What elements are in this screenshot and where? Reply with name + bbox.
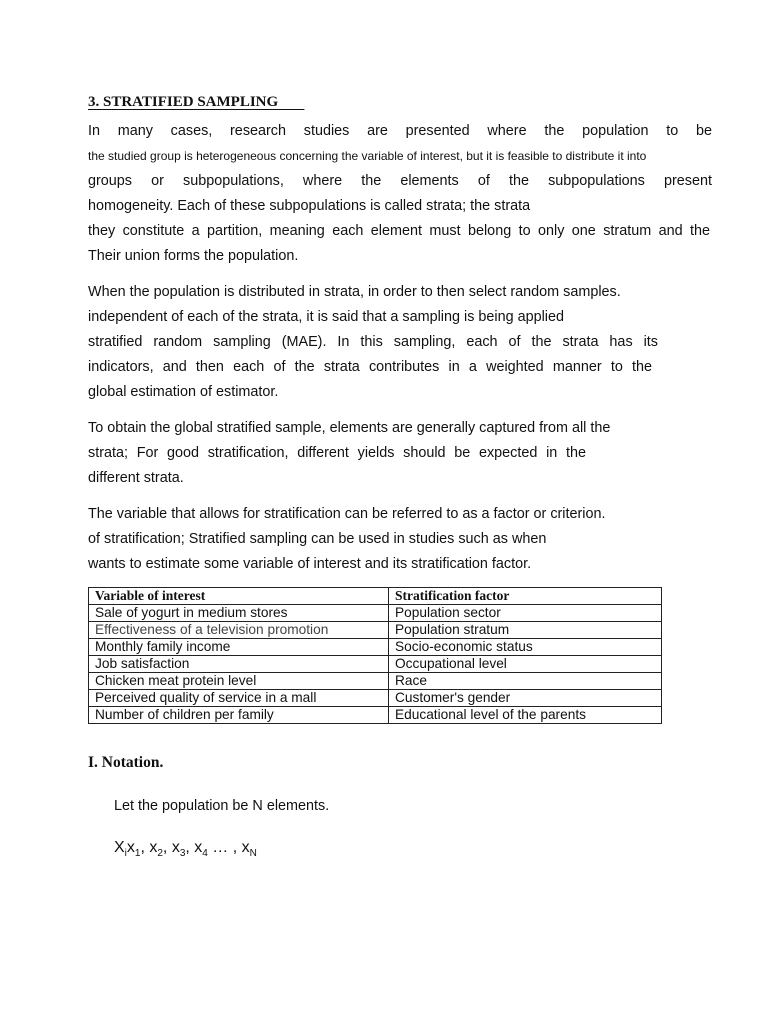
formula-sub-2: 2 <box>157 848 163 860</box>
intro-line-1: In many cases, research studies are presented where the population to be <box>88 123 712 139</box>
table-cell-factor: Occupational level <box>389 656 662 673</box>
intro-line-2: the studied group is heterogeneous concerning the variable of interest, but it is feasible to distribute it into <box>88 149 647 163</box>
table-cell-variable: Number of children per family <box>89 707 389 724</box>
table-row <box>89 622 662 639</box>
stratification-factor-paragraph <box>88 502 712 577</box>
table-cell-variable: Monthly family income <box>89 639 389 656</box>
formula-sep: , <box>162 839 172 856</box>
strata-line-5: global estimation of estimator. <box>88 384 279 400</box>
table-row <box>89 605 662 622</box>
global-line-2: strata; For good stratification, different yields should be expected in the <box>88 445 586 461</box>
table-cell-factor: Population stratum <box>389 622 662 639</box>
formula-prefix: X <box>114 839 125 856</box>
table-cell-variable: Effectiveness of a television promotion <box>89 622 389 639</box>
table-row <box>89 707 662 724</box>
strata-line-4: indicators, and then each of the strata contributes in a weighted manner to the <box>88 359 652 375</box>
global-sample-paragraph <box>88 416 712 491</box>
table-row <box>89 656 662 673</box>
population-formula <box>114 839 712 859</box>
table-header-variable: Variable of interest <box>89 588 389 605</box>
formula-sub-1: 1 <box>134 848 141 860</box>
formula-sep: , <box>140 839 150 856</box>
formula-sep: , <box>185 839 195 856</box>
table-header-factor: Stratification factor <box>389 588 662 605</box>
strata-line-3: stratified random sampling (MAE). In this sampling, each of the strata has its <box>88 334 658 350</box>
global-line-3: different strata. <box>88 470 184 486</box>
table-cell-factor: Race <box>389 673 662 690</box>
table-cell-variable: Sale of yogurt in medium stores <box>89 605 389 622</box>
table-cell-variable: Job satisfaction <box>89 656 389 673</box>
notation-heading: I. Notation. <box>88 754 164 771</box>
formula-x3: x <box>171 839 180 856</box>
formula-prefix-sub: i <box>124 848 127 860</box>
formula-ellipsis: … , <box>207 839 242 856</box>
table-row <box>89 639 662 656</box>
formula-xn: x <box>241 839 250 856</box>
strata-line-2: independent of each of the strata, it is said that a sampling is being applied <box>88 309 565 325</box>
formula-sub-3: 3 <box>179 848 186 860</box>
intro-line-4: homogeneity. Each of these subpopulations is called strata; the strata <box>88 198 531 214</box>
strata-line-1: When the population is distributed in strata, in order to then select random samples. <box>88 284 621 300</box>
notation-text: Let the population be N elements. <box>114 798 330 814</box>
table-cell-variable: Perceived quality of service in a mall <box>89 690 389 707</box>
strata-paragraph <box>88 280 712 405</box>
factor-line-1: The variable that allows for stratification can be referred to as a factor or criterion. <box>88 506 606 522</box>
intro-paragraph <box>88 119 712 269</box>
intro-line-3: groups or subpopulations, where the elements of the subpopulations present <box>88 173 712 189</box>
table-row <box>89 690 662 707</box>
document-page <box>88 94 712 859</box>
factor-line-3: wants to estimate some variable of interest and its stratification factor. <box>88 556 532 572</box>
formula-sub-4: 4 <box>202 848 208 860</box>
intro-line-5: they constitute a partition, meaning each element must belong to only one stratum and the <box>88 223 710 239</box>
table-cell-factor: Socio-economic status <box>389 639 662 656</box>
intro-line-6: Their union forms the population. <box>88 248 299 264</box>
formula-x2: x <box>149 839 158 856</box>
table-cell-variable: Chicken meat protein level <box>89 673 389 690</box>
formula-sub-n: N <box>249 848 257 860</box>
table-cell-factor: Population sector <box>389 605 662 622</box>
table-cell-factor: Educational level of the parents <box>389 707 662 724</box>
formula-x1: x <box>126 839 135 856</box>
global-line-1: To obtain the global stratified sample, elements are generally captured from all the <box>88 420 611 436</box>
formula-x4: x <box>194 839 203 856</box>
table-header-row <box>89 588 662 605</box>
factor-line-2: of stratification; Stratified sampling can be used in studies such as when <box>88 531 547 547</box>
stratification-table <box>88 587 662 724</box>
table-cell-factor: Customer's gender <box>389 690 662 707</box>
table-row <box>89 673 662 690</box>
section-title: 3. STRATIFIED SAMPLING <box>88 94 305 110</box>
